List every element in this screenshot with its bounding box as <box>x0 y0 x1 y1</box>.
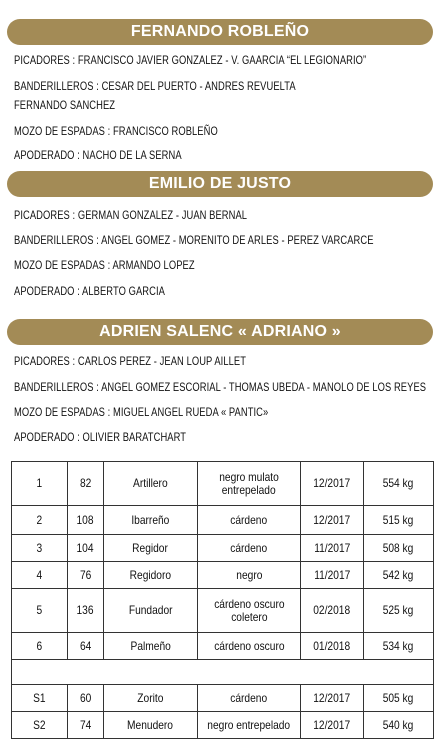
bull-number: 108 <box>68 506 104 535</box>
mozo-line-2: MOZO DE ESPADAS : ARMANDO LOPEZ <box>14 258 195 272</box>
matador-banner-3: ADRIEN SALENC « ADRIANO » <box>7 319 433 345</box>
table-row <box>12 506 434 535</box>
banderilleros-line-2: BANDERILLEROS : ANGEL GOMEZ - MORENITO DE ARLES - PEREZ VARCARCE <box>14 233 374 247</box>
table-row <box>12 633 434 660</box>
apoderado-line-3: APODERADO : OLIVIER BARATCHART <box>14 430 187 444</box>
bull-date: 01/2018 <box>301 633 364 660</box>
bull-order: 3 <box>12 535 68 562</box>
matador-banner-2: EMILIO DE JUSTO <box>7 171 433 197</box>
bull-name: Zorito <box>104 685 198 712</box>
bull-date: 12/2017 <box>301 685 364 712</box>
bull-weight: 525 kg <box>364 589 434 633</box>
banderilleros-line-1-cont: FERNANDO SANCHEZ <box>14 98 116 112</box>
banderilleros-line-1: BANDERILLEROS : CESAR DEL PUERTO - ANDRES REVUELTA <box>14 79 296 93</box>
bull-number: 136 <box>68 589 104 633</box>
bull-coat: cárdeno <box>198 685 301 712</box>
bull-coat: negro entrepelado <box>198 712 301 739</box>
bull-coat: cárdeno <box>198 506 301 535</box>
bull-name: Menudero <box>104 712 198 739</box>
bull-number: 82 <box>68 462 104 506</box>
picadores-line-3: PICADORES : CARLOS PEREZ - JEAN LOUP AILLET <box>14 354 247 368</box>
bull-order: 4 <box>12 562 68 589</box>
bull-number: 74 <box>68 712 104 739</box>
bull-order: 6 <box>12 633 68 660</box>
table-row <box>12 712 434 739</box>
bull-order: 2 <box>12 506 68 535</box>
bull-name: Palmeño <box>104 633 198 660</box>
bull-coat: cárdeno oscuro coletero <box>198 589 301 633</box>
bull-weight: 534 kg <box>364 633 434 660</box>
bull-name: Artillero <box>104 462 198 506</box>
bull-order: 1 <box>12 462 68 506</box>
bull-coat: negro <box>198 562 301 589</box>
bull-name: Regidor <box>104 535 198 562</box>
bull-order: S2 <box>12 712 68 739</box>
apoderado-line-1: APODERADO : NACHO DE LA SERNA <box>14 148 182 162</box>
banderilleros-line-3: BANDERILLEROS : ANGEL GOMEZ ESCORIAL - THOMAS UBEDA - MANOLO DE LOS REYES <box>14 380 427 394</box>
picadores-line-1: PICADORES : FRANCISCO JAVIER GONZALEZ - V. GAARCIA “EL LEGIONARIO” <box>14 53 367 67</box>
bull-weight: 505 kg <box>364 685 434 712</box>
bull-date: 11/2017 <box>301 562 364 589</box>
table-spacer-row <box>12 660 434 685</box>
bull-number: 104 <box>68 535 104 562</box>
bull-name: Fundador <box>104 589 198 633</box>
bull-coat: cárdeno <box>198 535 301 562</box>
table-row <box>12 562 434 589</box>
bull-number: 60 <box>68 685 104 712</box>
bull-name: Regidoro <box>104 562 198 589</box>
mozo-line-1: MOZO DE ESPADAS : FRANCISCO ROBLEÑO <box>14 124 218 138</box>
bull-weight: 515 kg <box>364 506 434 535</box>
bull-date: 12/2017 <box>301 506 364 535</box>
matador-banner-1: FERNANDO ROBLEÑO <box>7 19 433 45</box>
bull-date: 12/2017 <box>301 462 364 506</box>
bull-coat: negro mulato entrepelado <box>198 462 301 506</box>
bull-coat: cárdeno oscuro <box>198 633 301 660</box>
bull-weight: 508 kg <box>364 535 434 562</box>
table-row <box>12 535 434 562</box>
bull-weight: 554 kg <box>364 462 434 506</box>
bull-weight: 542 kg <box>364 562 434 589</box>
bulls-table <box>11 461 434 739</box>
apoderado-line-2: APODERADO : ALBERTO GARCIA <box>14 284 165 298</box>
table-row <box>12 462 434 506</box>
table-row <box>12 589 434 633</box>
bull-order: 5 <box>12 589 68 633</box>
picadores-line-2: PICADORES : GERMAN GONZALEZ - JUAN BERNAL <box>14 208 248 222</box>
bull-number: 76 <box>68 562 104 589</box>
bull-number: 64 <box>68 633 104 660</box>
bull-weight: 540 kg <box>364 712 434 739</box>
bull-order: S1 <box>12 685 68 712</box>
bull-date: 02/2018 <box>301 589 364 633</box>
bull-name: Ibarreño <box>104 506 198 535</box>
mozo-line-3: MOZO DE ESPADAS : MIGUEL ANGEL RUEDA « PANTIC» <box>14 405 269 419</box>
bull-date: 11/2017 <box>301 535 364 562</box>
bull-date: 12/2017 <box>301 712 364 739</box>
table-row <box>12 685 434 712</box>
